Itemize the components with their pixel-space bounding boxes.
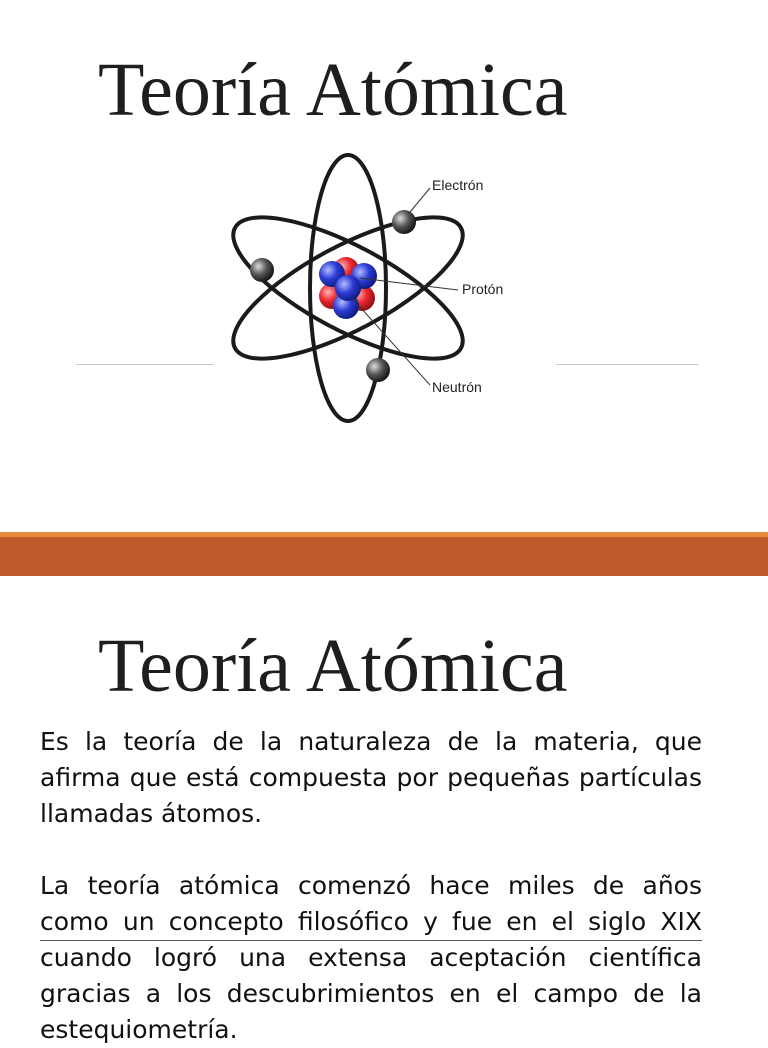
slide-title-heading: Teoría Atómica: [98, 48, 568, 132]
underline-mark: [40, 940, 702, 941]
decorative-rule-left: [76, 364, 214, 365]
content-slide-heading: Teoría Atómica: [98, 624, 568, 708]
nucleus: [319, 257, 377, 319]
slide-content: [0, 576, 768, 1044]
paragraph-definition: Es la teoría de la naturaleza de la materia, que afirma que está compuesta por pequeñas partículas llamadas átomos.: [40, 727, 702, 828]
proton-label: Protón: [462, 281, 504, 297]
paragraph-history: La teoría atómica comenzó hace miles de años como un concepto filosófico y fue en el siglo XIX cuando logró una extensa aceptación científica gracias a los descubrimientos en el campo de la estequiometría.: [40, 871, 702, 1044]
proton-pointer: [360, 278, 458, 290]
electron-label: Electrón: [432, 177, 484, 193]
neutron-label: Neutrón: [432, 379, 482, 395]
atom-diagram: [220, 150, 520, 430]
electron-pointer: [410, 188, 430, 212]
electron-bottom: [366, 358, 390, 382]
decorative-rule-right: [556, 364, 698, 365]
electron-left: [250, 258, 274, 282]
slide-divider: [0, 537, 768, 576]
electron-top-right: [392, 210, 416, 234]
